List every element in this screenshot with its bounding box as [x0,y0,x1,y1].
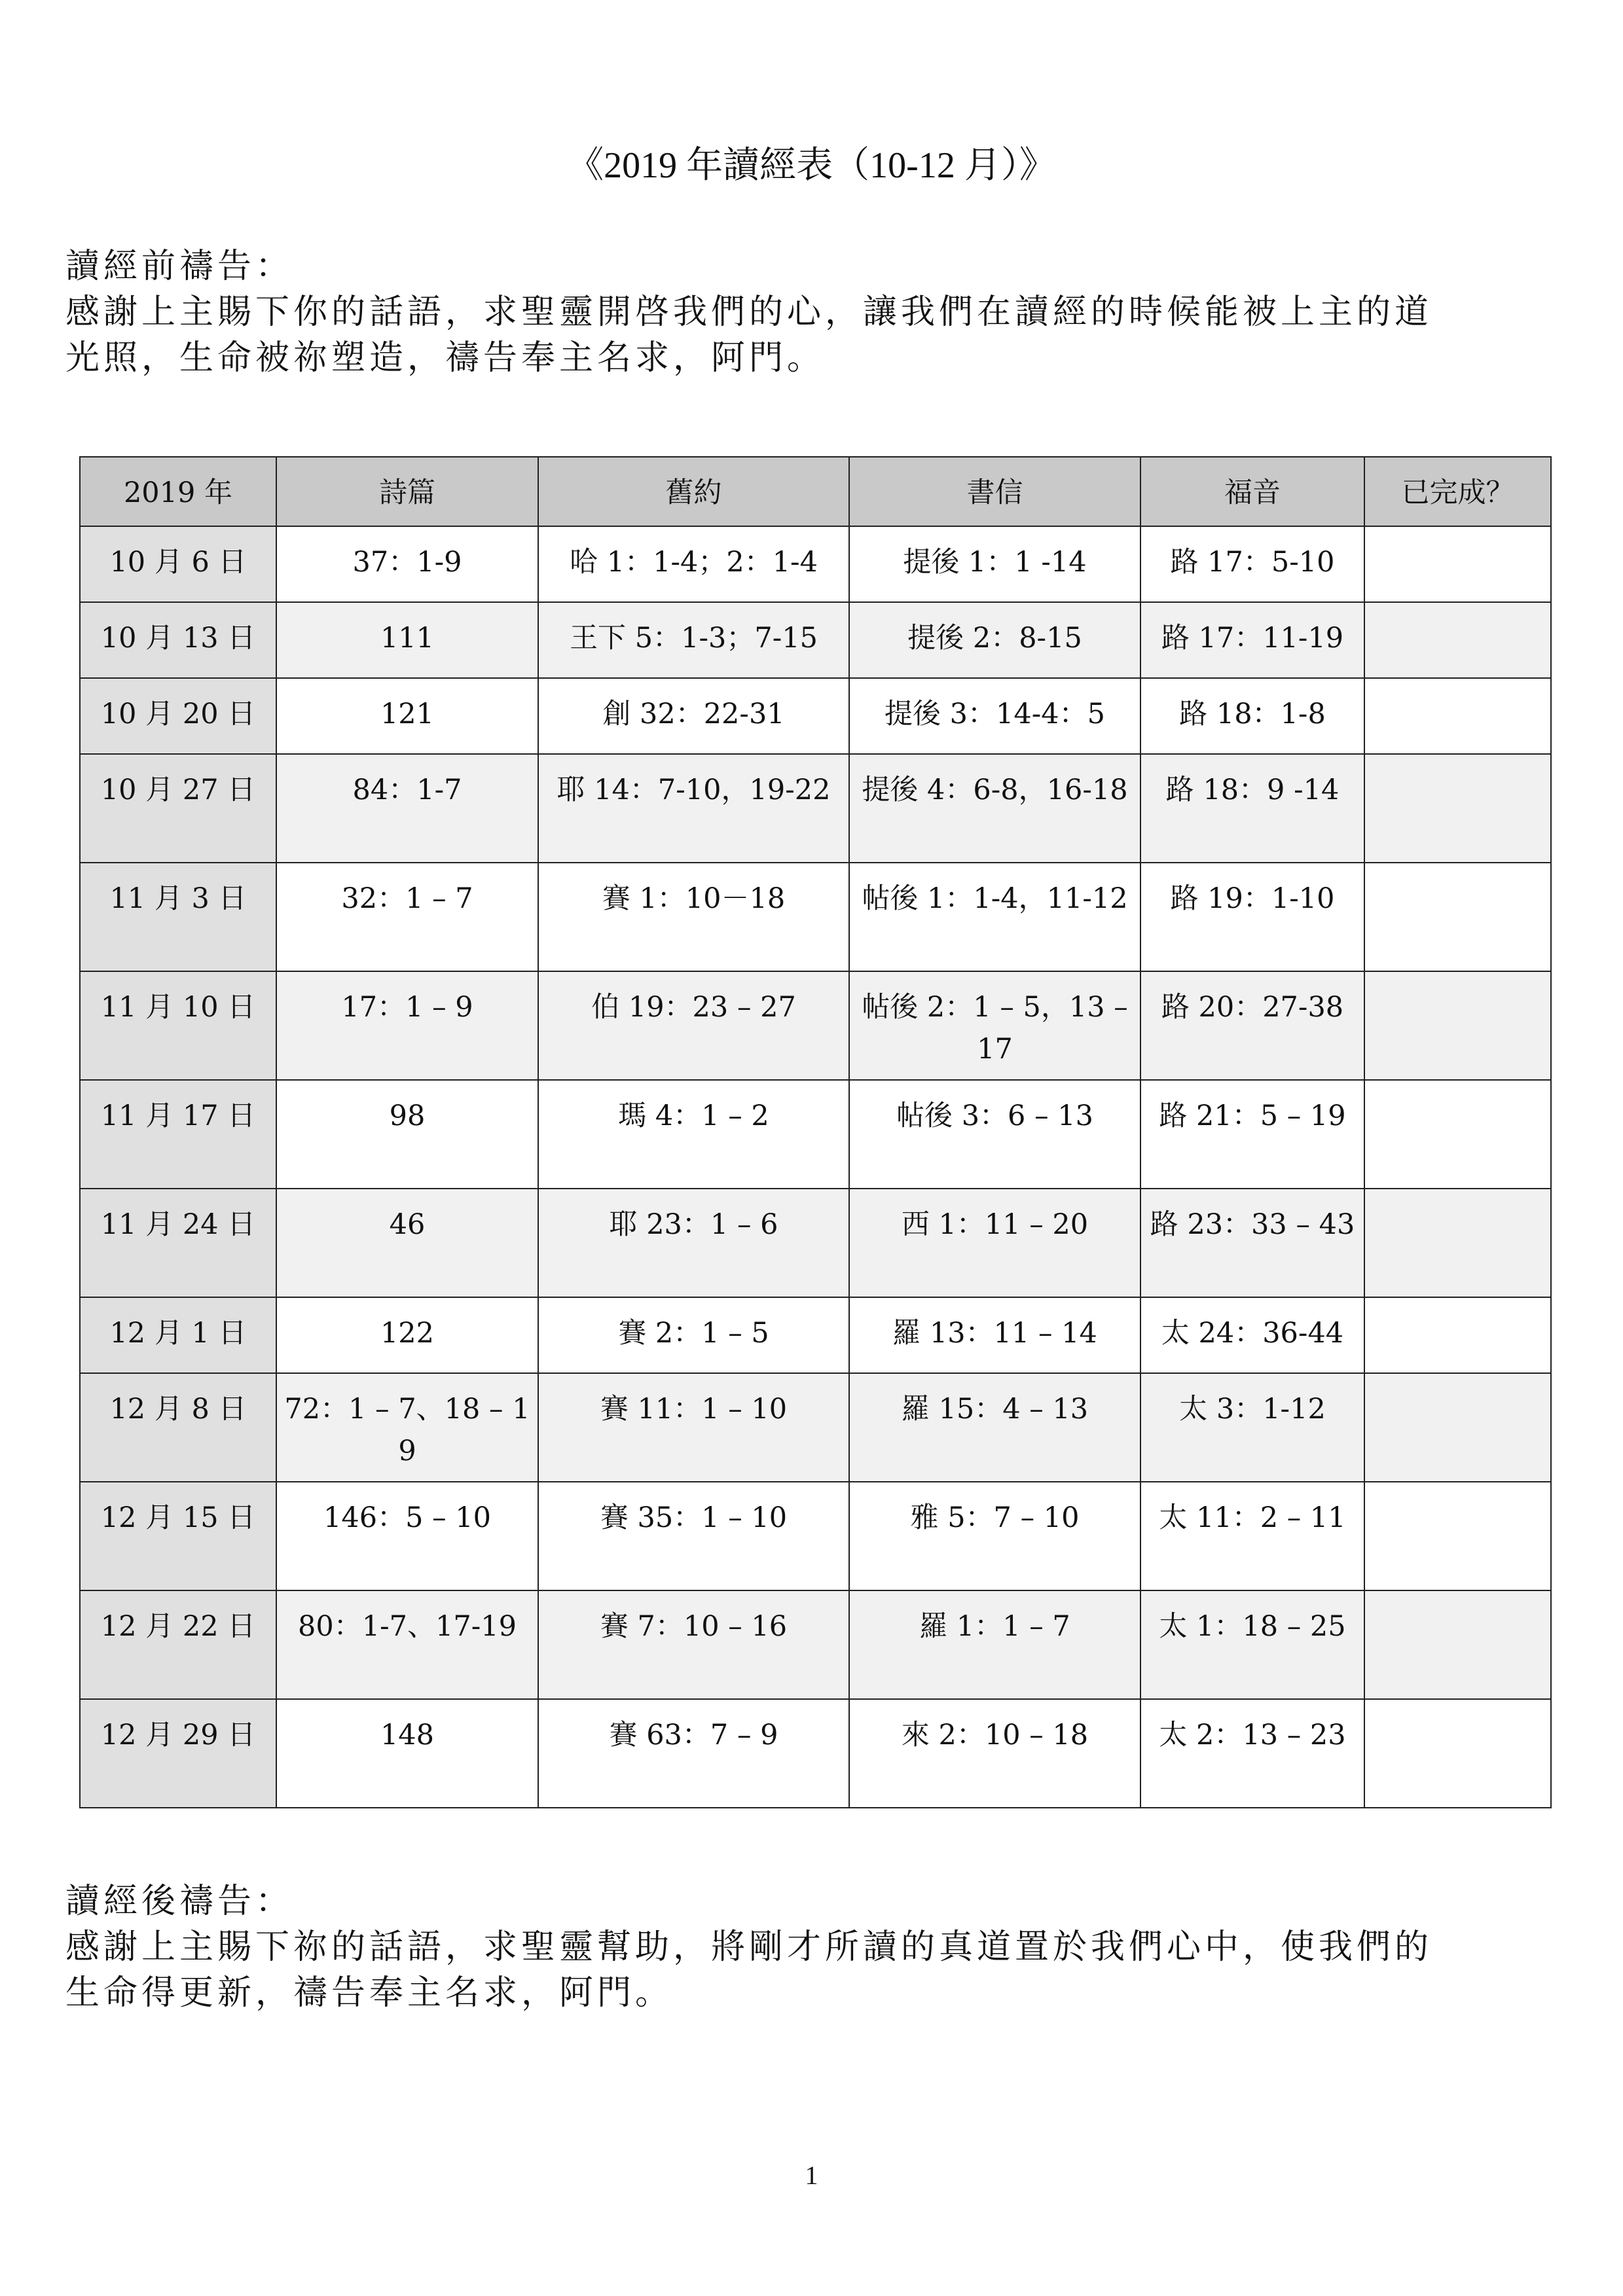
cell-completed[interactable] [1364,1373,1551,1482]
cell-completed[interactable] [1364,754,1551,863]
cell-gospel: 太 1：18 – 25 [1140,1590,1364,1699]
cell-gospel: 路 21：5 – 19 [1140,1080,1364,1189]
cell-completed[interactable] [1364,863,1551,971]
cell-old-testament: 耶 14：7-10，19-22 [538,754,849,863]
cell-gospel: 路 18：9 -14 [1140,754,1364,863]
cell-epistle: 提後 2：8-15 [849,602,1140,678]
prayer-before-line-1: 感謝上主賜下你的話語，求聖靈開啓我們的心，讓我們在讀經的時候能被上主的道 [65,293,1433,332]
cell-psalms: 111 [276,602,538,678]
cell-date: 10 月 20 日 [80,678,276,754]
cell-psalms: 37：1-9 [276,526,538,602]
table-row [80,1482,1551,1590]
cell-psalms: 72：1 – 7、18 – 19 [276,1373,538,1482]
cell-completed[interactable] [1364,1482,1551,1590]
header-completed: 已完成？ [1364,457,1551,526]
table-row [80,1189,1551,1297]
prayer-before-heading: 讀經前禱告： [65,247,294,286]
cell-gospel: 太 2：13 – 23 [1140,1699,1364,1808]
table-row [80,678,1551,754]
page-number: 1 [805,2161,818,2190]
cell-psalms: 84：1-7 [276,754,538,863]
cell-date: 11 月 3 日 [80,863,276,971]
table-row [80,971,1551,1080]
header-epistle: 書信 [849,457,1140,526]
cell-psalms: 121 [276,678,538,754]
cell-psalms: 122 [276,1297,538,1373]
prayer-after-section [65,1878,1565,2016]
cell-date: 12 月 1 日 [80,1297,276,1373]
cell-epistle: 提後 4：6-8，16-18 [849,754,1140,863]
cell-epistle: 提後 3：14-4：5 [849,678,1140,754]
cell-gospel: 路 18：1-8 [1140,678,1364,754]
cell-date: 12 月 22 日 [80,1590,276,1699]
cell-psalms: 98 [276,1080,538,1189]
cell-completed[interactable] [1364,526,1551,602]
cell-psalms: 80：1-7、17-19 [276,1590,538,1699]
cell-psalms: 17：1 – 9 [276,971,538,1080]
cell-old-testament: 賽 7：10 – 16 [538,1590,849,1699]
cell-completed[interactable] [1364,971,1551,1080]
cell-gospel: 路 20：27-38 [1140,971,1364,1080]
cell-epistle: 羅 13：11 – 14 [849,1297,1140,1373]
cell-old-testament: 賽 11：1 – 10 [538,1373,849,1482]
cell-old-testament: 王下 5：1-3；7-15 [538,602,849,678]
cell-old-testament: 耶 23：1 – 6 [538,1189,849,1297]
cell-completed[interactable] [1364,1699,1551,1808]
cell-date: 12 月 29 日 [80,1699,276,1808]
cell-epistle: 帖後 2：1 – 5，13 – 17 [849,971,1140,1080]
cell-epistle: 提後 1：1 -14 [849,526,1140,602]
cell-psalms: 32：1 – 7 [276,863,538,971]
reading-schedule-table [79,456,1552,1808]
cell-epistle: 帖後 3：6 – 13 [849,1080,1140,1189]
cell-gospel: 太 24：36-44 [1140,1297,1364,1373]
table-row [80,1080,1551,1189]
cell-completed[interactable] [1364,1080,1551,1189]
cell-epistle: 來 2：10 – 18 [849,1699,1140,1808]
cell-date: 11 月 17 日 [80,1080,276,1189]
cell-old-testament: 瑪 4：1 – 2 [538,1080,849,1189]
header-year: 2019 年 [80,457,276,526]
cell-old-testament: 賽 1：10－18 [538,863,849,971]
cell-completed[interactable] [1364,1189,1551,1297]
cell-date: 10 月 13 日 [80,602,276,678]
prayer-before-section [65,243,1565,381]
cell-date: 10 月 6 日 [80,526,276,602]
cell-date: 11 月 24 日 [80,1189,276,1297]
cell-old-testament: 哈 1：1-4；2：1-4 [538,526,849,602]
cell-old-testament: 賽 35：1 – 10 [538,1482,849,1590]
cell-date: 10 月 27 日 [80,754,276,863]
table-row [80,1373,1551,1482]
cell-date: 12 月 8 日 [80,1373,276,1482]
cell-old-testament: 賽 2：1 – 5 [538,1297,849,1373]
cell-gospel: 路 17：5-10 [1140,526,1364,602]
page-title: 《2019 年讀經表（10-12 月）》 [567,145,1056,186]
cell-gospel: 路 17：11-19 [1140,602,1364,678]
cell-gospel: 路 23：33 – 43 [1140,1189,1364,1297]
cell-old-testament: 伯 19：23 – 27 [538,971,849,1080]
table-header-row [80,457,1551,526]
cell-gospel: 太 3：1-12 [1140,1373,1364,1482]
cell-psalms: 46 [276,1189,538,1297]
cell-old-testament: 賽 63：7 – 9 [538,1699,849,1808]
prayer-after-line-1: 感謝上主賜下祢的話語，求聖靈幫助，將剛才所讀的真道置於我們心中，使我們的 [65,1928,1433,1967]
table-row [80,1590,1551,1699]
cell-epistle: 西 1：11 – 20 [849,1189,1140,1297]
cell-date: 12 月 15 日 [80,1482,276,1590]
cell-date: 11 月 10 日 [80,971,276,1080]
header-psalms: 詩篇 [276,457,538,526]
cell-gospel: 太 11：2 – 11 [1140,1482,1364,1590]
cell-epistle: 雅 5：7 – 10 [849,1482,1140,1590]
cell-psalms: 148 [276,1699,538,1808]
prayer-after-heading: 讀經後禱告： [65,1882,294,1921]
cell-completed[interactable] [1364,1590,1551,1699]
header-gospel: 福音 [1140,457,1364,526]
cell-epistle: 帖後 1：1-4，11-12 [849,863,1140,971]
table-row [80,1297,1551,1373]
cell-psalms: 146：5 – 10 [276,1482,538,1590]
table-row [80,526,1551,602]
prayer-before-line-2: 光照，生命被祢塑造，禱告奉主名求，阿門。 [65,338,826,378]
table-row [80,602,1551,678]
cell-completed[interactable] [1364,678,1551,754]
table-row [80,754,1551,863]
cell-epistle: 羅 15：4 – 13 [849,1373,1140,1482]
cell-completed[interactable] [1364,1297,1551,1373]
header-old-testament: 舊約 [538,457,849,526]
cell-epistle: 羅 1：1 – 7 [849,1590,1140,1699]
cell-completed[interactable] [1364,602,1551,678]
table-row [80,1699,1551,1808]
table-row [80,863,1551,971]
cell-old-testament: 創 32：22-31 [538,678,849,754]
cell-gospel: 路 19：1-10 [1140,863,1364,971]
prayer-after-line-2: 生命得更新，禱告奉主名求，阿門。 [65,1973,674,2013]
